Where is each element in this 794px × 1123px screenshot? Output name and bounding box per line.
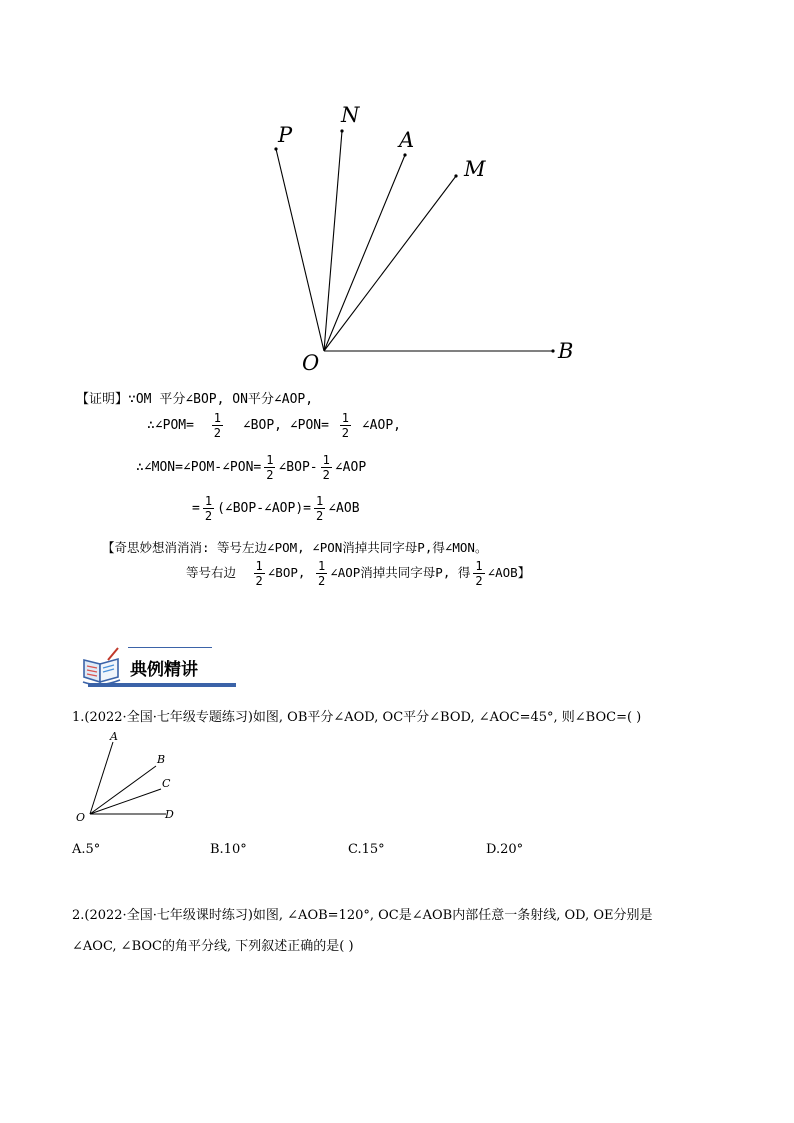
- tip-line-2: [186, 559, 530, 588]
- question-1-text: 1.(2022·全国·七年级专题练习)如图, OB平分∠AOD, OC平分∠BOD, ∠AOC=45°, 则∠BOC=( ): [72, 710, 642, 725]
- proof-prefix: 【证明】: [76, 392, 129, 407]
- proof-text: ∠AOB: [328, 501, 360, 516]
- fraction-half: $\frac{1}{2}$: [204, 494, 213, 523]
- question-2-line-1: 2.(2022·全国·七年级课时练习)如图, ∠AOB=120°, OC是∠AOB内部任意一条射线, OD, OE分别是: [72, 908, 653, 923]
- proof-line-4: [192, 494, 360, 523]
- proof-text: (∠BOP-∠AOP)=: [217, 501, 311, 516]
- label-B: B: [558, 339, 574, 363]
- tip-line-1: [102, 538, 487, 556]
- proof-line-3: [136, 453, 366, 482]
- tip-text: ∠BOP,: [267, 565, 306, 580]
- question-2-line-2: ∠AOC, ∠BOC的角平分线, 下列叙述正确的是( ): [72, 939, 354, 954]
- proof-text: ∴∠POM=: [147, 418, 194, 433]
- q1-label-D: D: [165, 808, 174, 821]
- tip-text: 【奇思妙想消消消: 等号左边∠POM, ∠PON消掉共同字母P,得∠MON。: [102, 540, 488, 555]
- proof-text: ∴∠MON=∠POM-∠PON=: [136, 460, 262, 475]
- fraction-half: $\frac{1}{2}$: [322, 453, 330, 482]
- tip-text: ∠AOP消掉共同字母P, 得: [330, 565, 471, 580]
- q1-label-O: O: [76, 811, 86, 824]
- label-M: M: [464, 157, 486, 181]
- fraction-half: $\frac{1}{2}$: [317, 559, 326, 588]
- ray-ON: [324, 131, 342, 351]
- fraction-half: $\frac{1}{2}$: [475, 559, 483, 588]
- tip-text: 等号右边: [186, 565, 237, 580]
- ray-OM: [324, 176, 456, 351]
- proof-text: ∠BOP, ∠PON=: [242, 418, 329, 433]
- section-title: 典例精讲: [130, 660, 198, 680]
- q1-label-C: C: [162, 777, 171, 790]
- fraction-half: $\frac{1}{2}$: [255, 559, 263, 588]
- ray-OA: [324, 155, 405, 351]
- option-C[interactable]: C.15°: [348, 842, 385, 857]
- option-D[interactable]: D.20°: [486, 842, 524, 857]
- proof-text: =: [192, 501, 200, 516]
- proof-text: ∠AOP,: [361, 418, 401, 433]
- option-A[interactable]: A.5°: [72, 842, 101, 857]
- fraction-half: $\frac{1}{2}$: [213, 411, 222, 440]
- q1-label-B: B: [157, 753, 166, 766]
- label-P: P: [278, 123, 293, 147]
- ray-OP: [276, 149, 324, 351]
- section-top-rule: [128, 647, 212, 648]
- figure-angle-bisectors: [260, 95, 600, 380]
- proof-line-2: [147, 411, 401, 440]
- proof-text: ∵OM 平分∠BOP, ON平分∠AOP,: [128, 392, 314, 407]
- tip-text: ∠AOB】: [487, 565, 531, 580]
- fraction-half: $\frac{1}{2}$: [266, 453, 274, 482]
- q1-label-A: A: [110, 730, 118, 743]
- option-B[interactable]: B.10°: [210, 842, 247, 857]
- section-header: [80, 642, 236, 690]
- label-N: N: [341, 103, 360, 127]
- book-pen-icon: [80, 646, 124, 686]
- fraction-half: $\frac{1}{2}$: [341, 411, 350, 440]
- figure-question-1: [70, 728, 190, 828]
- label-A: A: [399, 128, 415, 152]
- proof-text: ∠BOP-: [278, 460, 318, 475]
- proof-text: ∠AOP: [334, 460, 367, 475]
- label-O: O: [302, 351, 320, 375]
- section-underline: [88, 683, 236, 687]
- proof-line-1: [76, 388, 313, 407]
- fraction-half: $\frac{1}{2}$: [315, 494, 324, 523]
